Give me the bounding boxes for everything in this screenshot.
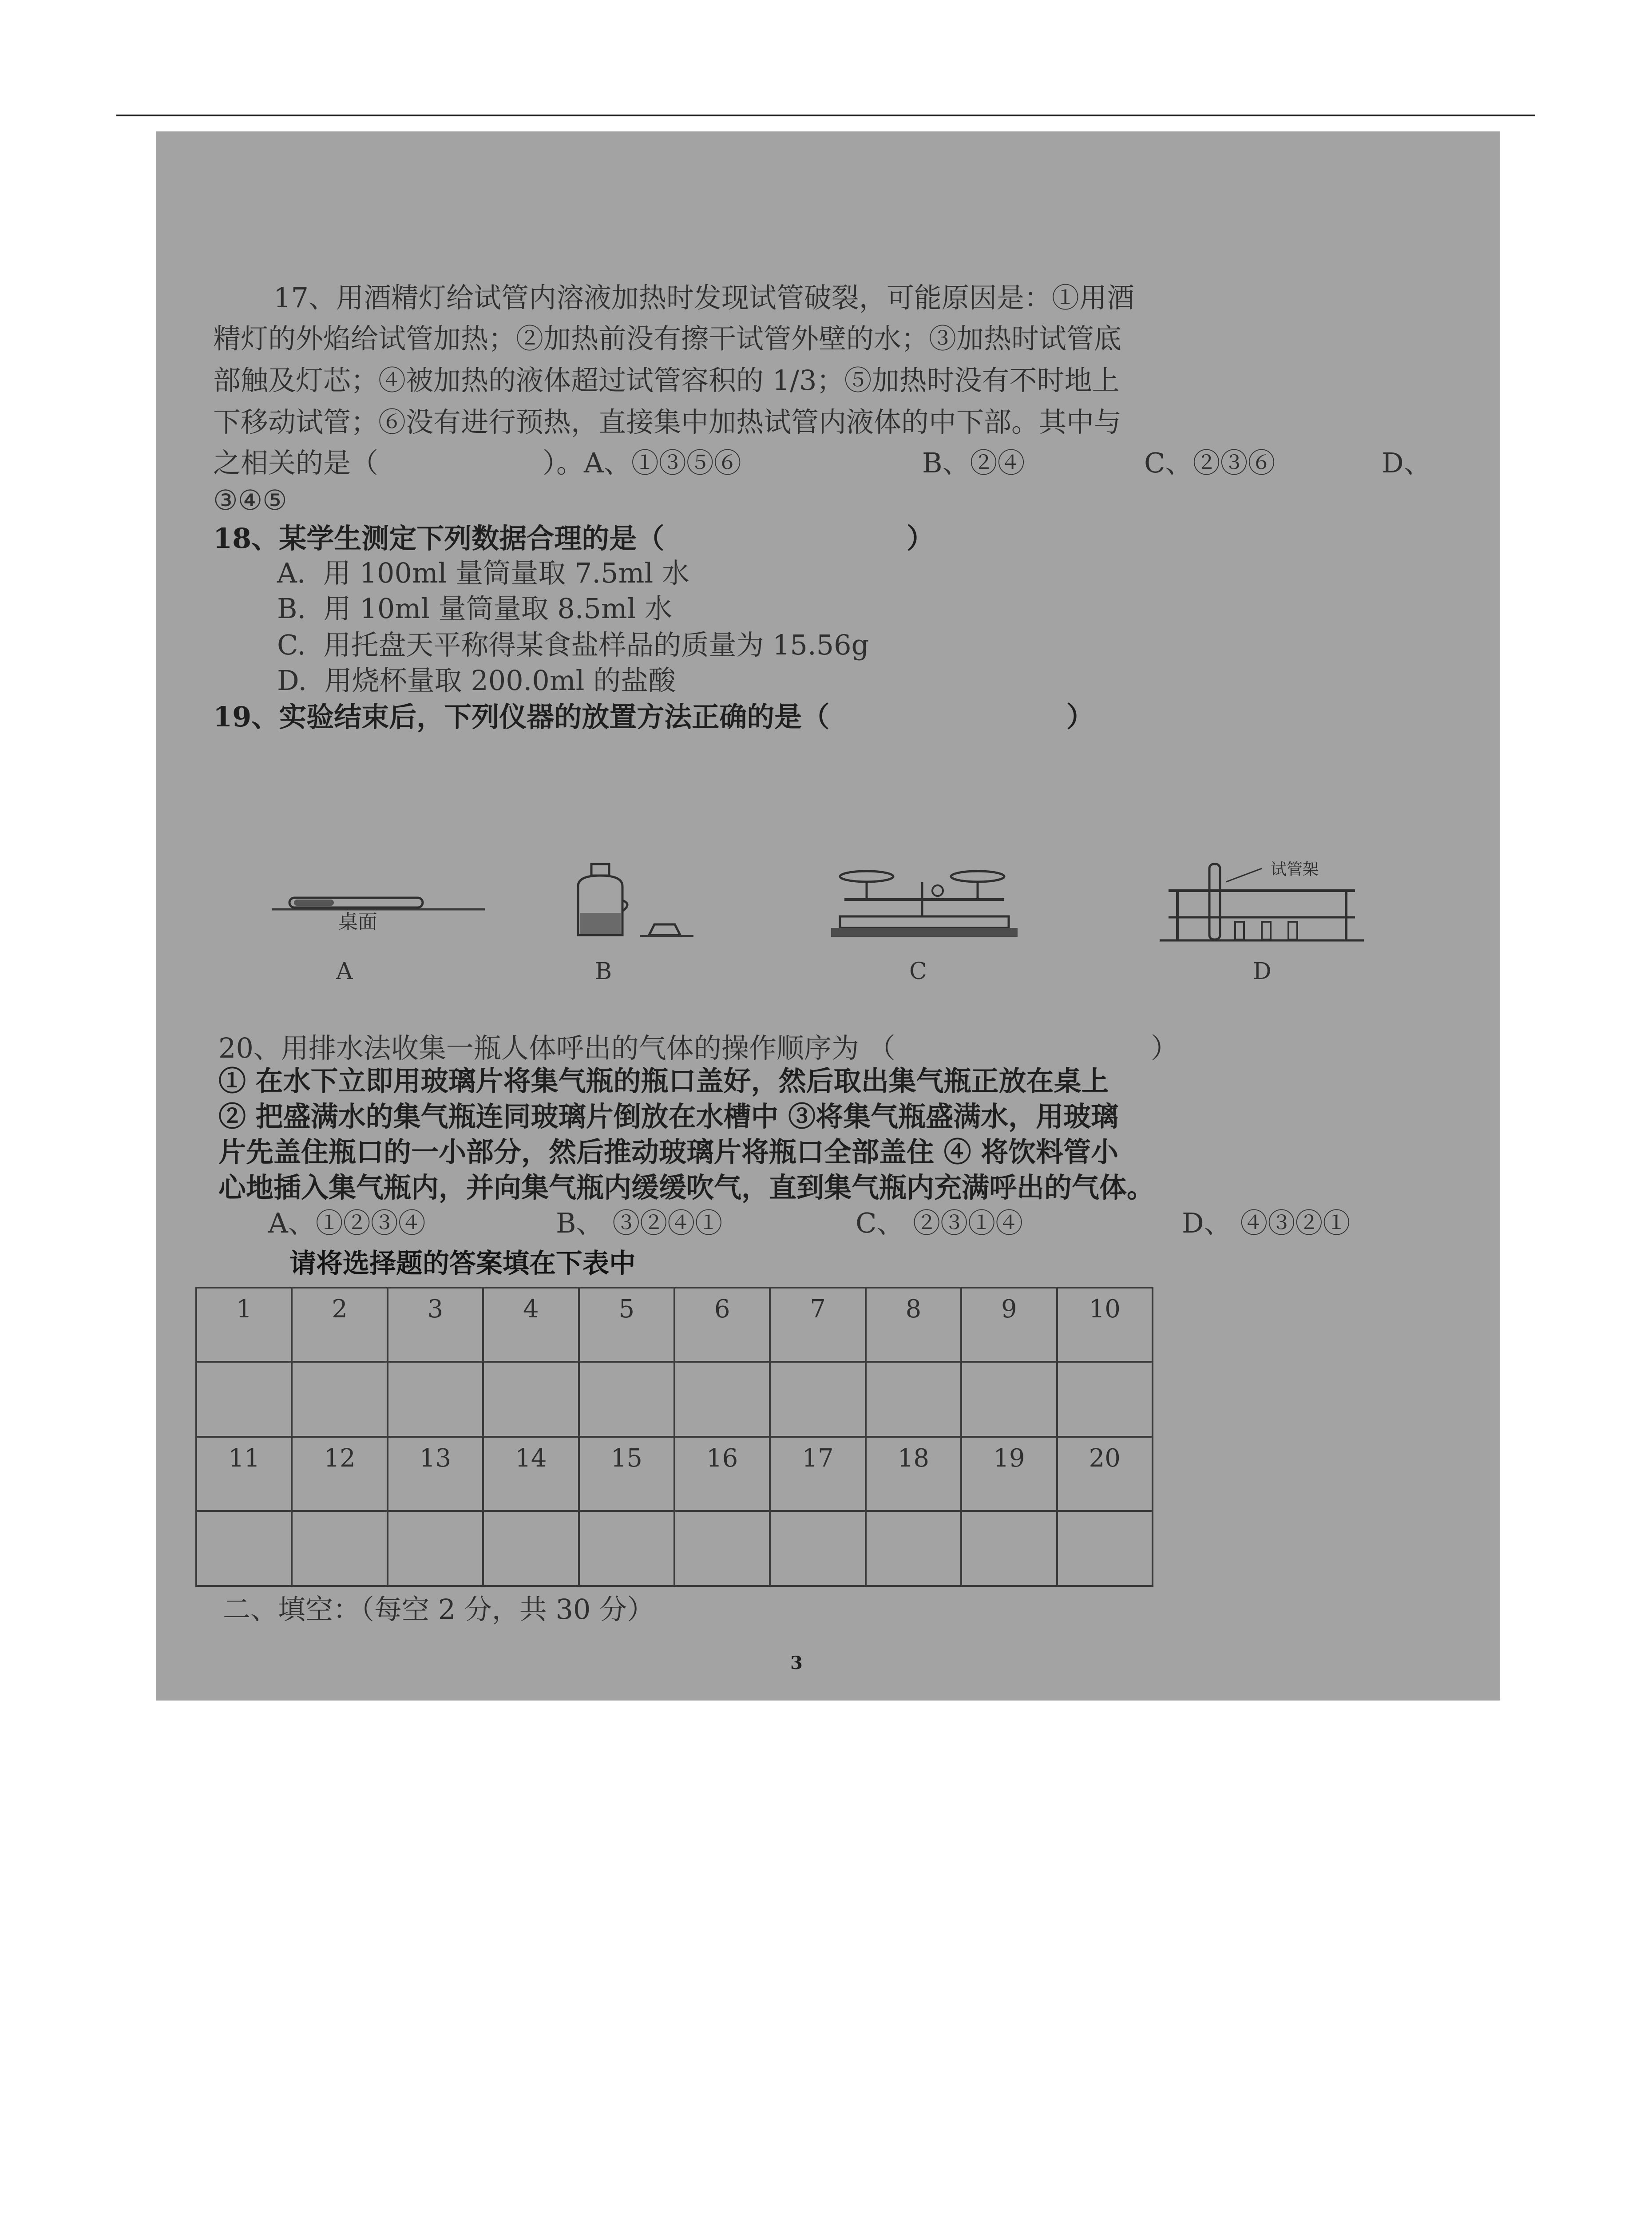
q17-option-a: ）。A、①③⑤⑥ bbox=[543, 447, 741, 479]
answer-cell-number: 14 bbox=[483, 1437, 578, 1511]
q17-line-1: 17、用酒精灯给试管内溶液加热时发现试管破裂，可能原因是：①用酒 bbox=[273, 281, 1134, 314]
answer-cell-number: 20 bbox=[1057, 1437, 1153, 1511]
q19-stem: 19、实验结束后，下列仪器的放置方法正确的是（ bbox=[213, 701, 830, 733]
figure-a-caption: 桌面 bbox=[338, 911, 377, 933]
q18-stem-end: ） bbox=[907, 522, 935, 555]
answer-cell-number: 3 bbox=[388, 1288, 483, 1362]
answer-cell-number: 10 bbox=[1057, 1288, 1153, 1362]
answer-cell-blank bbox=[196, 1362, 292, 1437]
figure-a-label: A bbox=[336, 958, 353, 985]
answer-cell-blank bbox=[866, 1511, 961, 1586]
answer-cell-number: 16 bbox=[674, 1437, 770, 1511]
answer-cell-blank bbox=[196, 1511, 292, 1586]
answer-cell-number: 7 bbox=[770, 1288, 865, 1362]
q17-option-c: C、②③⑥ bbox=[1144, 447, 1276, 479]
answer-cell-blank bbox=[388, 1511, 483, 1586]
q17-line-3: 部触及灯芯；④被加热的液体超过试管容积的 1/3；⑤加热时没有不时地上 bbox=[213, 364, 1120, 396]
answer-cell-number: 6 bbox=[674, 1288, 770, 1362]
answer-cell-blank bbox=[483, 1362, 578, 1437]
answer-cell-number: 9 bbox=[961, 1288, 1057, 1362]
answer-cell-number: 11 bbox=[196, 1437, 292, 1511]
answer-table-blank-row-1 bbox=[196, 1362, 1153, 1437]
q20-line-4: 心地插入集气瓶内，并向集气瓶内缓缓吹气，直到集气瓶内充满呼出的气体。 bbox=[218, 1171, 1155, 1204]
answer-cell-number: 18 bbox=[866, 1437, 961, 1511]
q18-option-d: D. 用烧杯量取 200.0ml 的盐酸 bbox=[277, 664, 676, 697]
answer-cell-blank bbox=[388, 1362, 483, 1437]
q18-option-c: C. 用托盘天平称得某食盐样品的质量为 15.56g bbox=[277, 629, 869, 661]
answer-cell-blank bbox=[674, 1362, 770, 1437]
q17-line-4: 下移动试管；⑥没有进行预热，直接集中加热试管内液体的中下部。其中与 bbox=[213, 406, 1122, 438]
q18-stem: 18、某学生测定下列数据合理的是（ bbox=[213, 522, 665, 555]
q17-option-b: B、②④ bbox=[922, 447, 1025, 479]
q20-line-1: ① 在水下立即用玻璃片将集气瓶的瓶口盖好，然后取出集气瓶正放在桌上 bbox=[218, 1065, 1109, 1097]
answer-cell-blank bbox=[292, 1511, 387, 1586]
q17-option-d: D、 bbox=[1382, 447, 1431, 479]
section-2-heading: 二、填空：（每空 2 分，共 30 分） bbox=[223, 1593, 655, 1625]
answer-cell-blank bbox=[579, 1511, 674, 1586]
scanned-exam-page bbox=[156, 131, 1500, 1701]
q20-stem: 20、用排水法收集一瓶人体呼出的气体的操作顺序为 （ bbox=[218, 1032, 895, 1064]
q19-stem-end: ） bbox=[1066, 701, 1094, 733]
answer-cell-number: 2 bbox=[292, 1288, 387, 1362]
q17-option-d-continued: ③④⑤ bbox=[213, 484, 287, 516]
figure-d-label: D bbox=[1253, 958, 1272, 985]
answer-table-blank-row-2 bbox=[196, 1511, 1153, 1586]
answer-cell-blank bbox=[770, 1362, 865, 1437]
answer-cell-blank bbox=[579, 1362, 674, 1437]
figure-b-label: B bbox=[595, 958, 612, 985]
answer-table-header-row-1 bbox=[196, 1288, 1153, 1362]
answer-cell-blank bbox=[1057, 1511, 1153, 1586]
answer-cell-number: 13 bbox=[388, 1437, 483, 1511]
answer-table-title: 请将选择题的答案填在下表中 bbox=[289, 1248, 636, 1279]
answer-table-header-row-2 bbox=[196, 1437, 1153, 1511]
answer-cell-number: 4 bbox=[483, 1288, 578, 1362]
answer-cell-number: 5 bbox=[579, 1288, 674, 1362]
q20-option-d: D、 ④③②① bbox=[1182, 1207, 1351, 1239]
answer-cell-number: 8 bbox=[866, 1288, 961, 1362]
q20-option-b: B、 ③②④① bbox=[556, 1207, 723, 1239]
answer-cell-blank bbox=[866, 1362, 961, 1437]
figure-c-label: C bbox=[909, 958, 927, 985]
answer-cell-number: 15 bbox=[579, 1437, 674, 1511]
answer-cell-number: 17 bbox=[770, 1437, 865, 1511]
figure-a-test-tube-on-table bbox=[272, 886, 485, 933]
q20-line-2: ② 把盛满水的集气瓶连同玻璃片倒放在水槽中 ③将集气瓶盛满水，用玻璃 bbox=[218, 1100, 1119, 1133]
answer-cell-blank bbox=[961, 1362, 1057, 1437]
q20-option-c: C、 ②③①④ bbox=[856, 1207, 1023, 1239]
q20-stem-end: ） bbox=[1151, 1032, 1179, 1064]
q18-option-b: B. 用 10ml 量筒量取 8.5ml 水 bbox=[277, 592, 673, 625]
q20-option-a: A、①②③④ bbox=[268, 1207, 426, 1239]
answer-cell-blank bbox=[1057, 1362, 1153, 1437]
q17-line-2: 精灯的外焰给试管加热；②加热前没有擦干试管外壁的水；③加热时试管底 bbox=[213, 322, 1122, 355]
figure-b-reagent-bottle bbox=[560, 860, 733, 948]
header-rule bbox=[116, 115, 1535, 116]
figure-d-caption: 试管架 bbox=[1271, 860, 1319, 879]
answer-table bbox=[195, 1287, 1153, 1587]
answer-cell-blank bbox=[770, 1511, 865, 1586]
answer-cell-blank bbox=[483, 1511, 578, 1586]
q18-option-a: A. 用 100ml 量筒量取 7.5ml 水 bbox=[277, 557, 689, 589]
answer-cell-number: 1 bbox=[196, 1288, 292, 1362]
answer-cell-blank bbox=[961, 1511, 1057, 1586]
answer-cell-number: 12 bbox=[292, 1437, 387, 1511]
answer-cell-blank bbox=[674, 1511, 770, 1586]
answer-cell-blank bbox=[292, 1362, 387, 1437]
q17-lead: 之相关的是（ bbox=[213, 447, 379, 479]
answer-cell-number: 19 bbox=[961, 1437, 1057, 1511]
figure-c-balance-scale bbox=[827, 864, 1022, 944]
scan-page-number: 3 bbox=[790, 1653, 803, 1673]
figure-d-test-tube-rack bbox=[1160, 855, 1368, 948]
q20-line-3: 片先盖住瓶口的一小部分，然后推动玻璃片将瓶口全部盖住 ④ 将饮料管小 bbox=[218, 1136, 1119, 1168]
